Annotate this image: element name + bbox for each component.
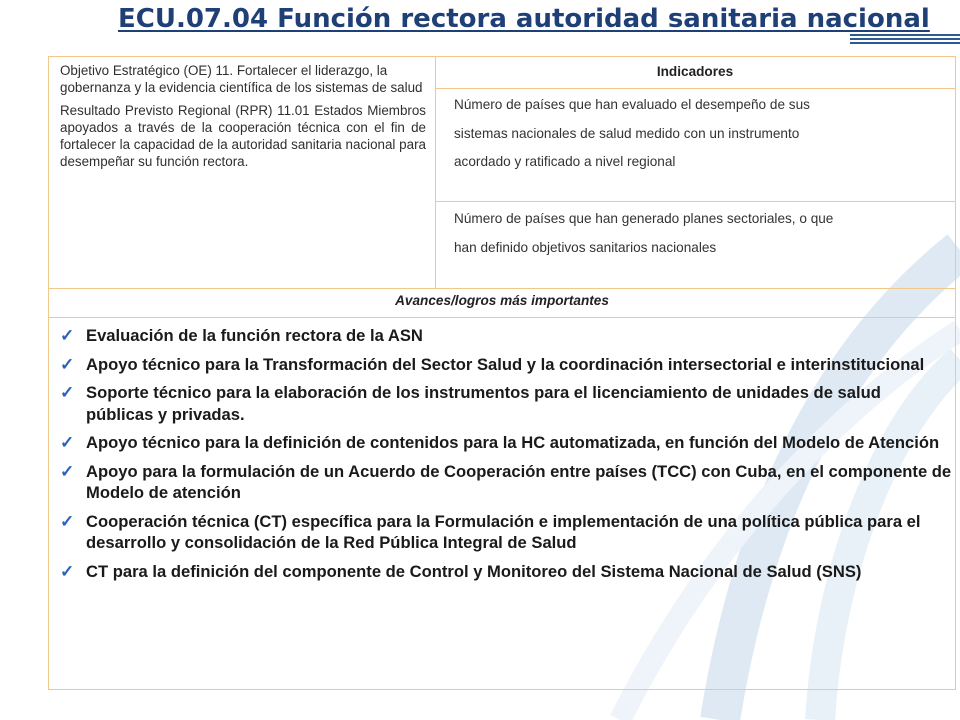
objective-cell [60, 62, 426, 176]
achievements-header: Avances/logros más importantes [395, 293, 609, 308]
achievement-text: Apoyo técnico para la definición de contenidos para la HC automatizada, en función del Modelo de Atención [86, 433, 940, 452]
indicator-item: Número de países que han generado planes sectoriales, o que han definido objetivos sanitarios nacionales [454, 211, 834, 255]
achievement-text: Apoyo para la formulación de un Acuerdo de Cooperación entre países (TCC) con Cuba, en el componente de Modelo de atención [86, 461, 952, 502]
page-title: ECU.07.04 Función rectora autoridad sanitaria nacional [118, 4, 930, 34]
achievement-text: Cooperación técnica (CT) específica para la Formulación e implementación de una política pública para el desarrollo y consolidación de la Red Pública Integral de Salud [86, 511, 921, 552]
title-decoration-lines [850, 34, 960, 46]
checkmark-icon: ✓ [60, 461, 75, 481]
checkmark-icon: ✓ [60, 511, 75, 531]
achievement-item [60, 354, 952, 376]
achievement-text: Apoyo técnico para la Transformación del Sector Salud y la coordinación intersectorial e interinstitucional [86, 354, 925, 374]
indicator-header-divider [436, 88, 956, 89]
checkmark-icon: ✓ [60, 383, 75, 402]
indicator-item: Número de países que han evaluado el desempeño de sus sistemas nacionales de salud medido con un instrumento acordado y ratificado a nivel regional [454, 97, 810, 169]
checkmark-icon: ✓ [60, 354, 75, 374]
achievement-text: CT para la definición del componente de Control y Monitoreo del Sistema Nacional de Salud (SNS) [86, 561, 862, 581]
regional-result-text: Resultado Previsto Regional (RPR) 11.01 Estados Miembros apoyados a través de la cooperación técnica con el fin de fortalecer la capacidad de la autoridad sanitaria nacional para desempeñar su función rectora. [60, 103, 426, 169]
checkmark-icon: ✓ [60, 561, 75, 581]
checkmark-icon: ✓ [60, 326, 75, 345]
achievement-text: Evaluación de la función rectora de la ASN [86, 326, 423, 345]
achievement-item [60, 511, 952, 554]
achievement-item [60, 461, 952, 504]
column-divider [435, 57, 436, 289]
advances-bottom-divider [49, 317, 956, 318]
achievement-item [60, 382, 952, 425]
indicator-row-divider [436, 201, 956, 202]
advances-top-divider [49, 288, 956, 289]
achievement-text: Soporte técnico para la elaboración de los instrumentos para el licenciamiento de unidades de salud públicas y privadas. [86, 383, 881, 424]
strategic-objective-text: Objetivo Estratégico (OE) 11. Fortalecer el liderazgo, la gobernanza y la evidencia científica de los sistemas de salud [60, 63, 423, 95]
achievement-item [60, 432, 952, 454]
indicators-header: Indicadores [656, 64, 734, 79]
achievement-item [60, 561, 952, 583]
achievements-list [60, 325, 952, 589]
checkmark-icon: ✓ [60, 433, 75, 452]
achievement-item [60, 325, 952, 347]
